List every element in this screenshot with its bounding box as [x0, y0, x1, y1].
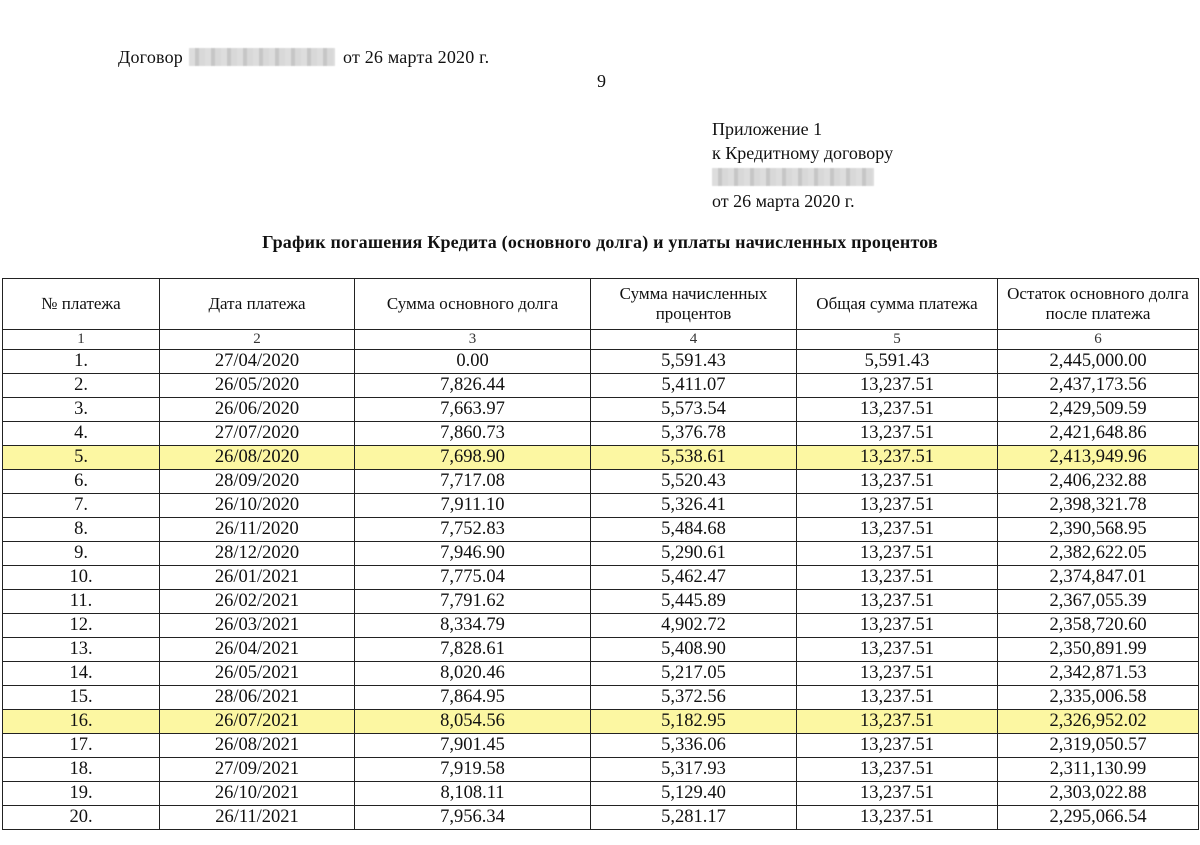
payment-date-cell: 27/04/2020: [160, 350, 355, 374]
principal-cell: 7,911.10: [355, 494, 591, 518]
balance-cell: 2,406,232.88: [998, 470, 1199, 494]
total-cell: 13,237.51: [797, 662, 998, 686]
payment-number-cell: 17.: [3, 734, 160, 758]
table-row: [3, 566, 1199, 590]
payment-number-cell: 18.: [3, 758, 160, 782]
total-cell: 13,237.51: [797, 590, 998, 614]
total-cell: 13,237.51: [797, 806, 998, 830]
payment-number-cell: 9.: [3, 542, 160, 566]
total-cell: 13,237.51: [797, 566, 998, 590]
payment-number-cell: 16.: [3, 710, 160, 734]
table-header-row: [3, 279, 1199, 330]
balance-cell: 2,342,871.53: [998, 662, 1199, 686]
balance-cell: 2,358,720.60: [998, 614, 1199, 638]
total-cell: 13,237.51: [797, 782, 998, 806]
table-row: [3, 422, 1199, 446]
interest-cell: 5,217.05: [591, 662, 797, 686]
table-row: [3, 350, 1199, 374]
total-cell: 13,237.51: [797, 398, 998, 422]
interest-cell: 5,317.93: [591, 758, 797, 782]
column-number: 6: [998, 330, 1199, 350]
balance-cell: 2,311,130.99: [998, 758, 1199, 782]
interest-cell: 4,902.72: [591, 614, 797, 638]
table-row: [3, 686, 1199, 710]
total-cell: 13,237.51: [797, 422, 998, 446]
table-row: [3, 734, 1199, 758]
balance-cell: 2,390,568.95: [998, 518, 1199, 542]
page-number: 9: [597, 71, 606, 91]
payment-number-cell: 13.: [3, 638, 160, 662]
principal-cell: 7,698.90: [355, 446, 591, 470]
balance-cell: 2,367,055.39: [998, 590, 1199, 614]
payment-number-cell: 10.: [3, 566, 160, 590]
total-cell: 13,237.51: [797, 446, 998, 470]
total-cell: 13,237.51: [797, 374, 998, 398]
payment-number-cell: 2.: [3, 374, 160, 398]
interest-cell: 5,445.89: [591, 590, 797, 614]
table-row-highlighted: [3, 446, 1199, 470]
interest-cell: 5,408.90: [591, 638, 797, 662]
payment-date-cell: 26/08/2021: [160, 734, 355, 758]
principal-cell: 0.00: [355, 350, 591, 374]
column-number: 2: [160, 330, 355, 350]
table-row: [3, 470, 1199, 494]
balance-cell: 2,398,321.78: [998, 494, 1199, 518]
payment-date-cell: 27/09/2021: [160, 758, 355, 782]
schedule-title: График погашения Кредита (основного долга) и уплаты начисленных процентов: [262, 232, 938, 252]
annex-title: Приложение 1: [712, 119, 823, 139]
total-cell: 13,237.51: [797, 518, 998, 542]
principal-cell: 7,864.95: [355, 686, 591, 710]
payment-date-cell: 26/05/2020: [160, 374, 355, 398]
payment-number-cell: 5.: [3, 446, 160, 470]
principal-cell: 7,752.83: [355, 518, 591, 542]
column-number: 5: [797, 330, 998, 350]
interest-cell: 5,376.78: [591, 422, 797, 446]
annex-date: от 26 марта 2020 г.: [712, 191, 855, 211]
interest-cell: 5,372.56: [591, 686, 797, 710]
total-cell: 13,237.51: [797, 758, 998, 782]
contract-label: Договор: [118, 47, 183, 67]
payment-number-cell: 8.: [3, 518, 160, 542]
balance-cell: 2,445,000.00: [998, 350, 1199, 374]
table-row: [3, 374, 1199, 398]
balance-cell: 2,374,847.01: [998, 566, 1199, 590]
payment-date-cell: 26/08/2020: [160, 446, 355, 470]
column-number-row: [3, 330, 1199, 350]
contract-reference: [118, 47, 489, 68]
column-number: 1: [3, 330, 160, 350]
payment-number-cell: 7.: [3, 494, 160, 518]
principal-cell: 7,860.73: [355, 422, 591, 446]
payment-date-cell: 26/06/2020: [160, 398, 355, 422]
header-payment-number: № платежа: [3, 279, 160, 330]
header-total: Общая сумма платежа: [797, 279, 998, 330]
interest-cell: 5,336.06: [591, 734, 797, 758]
table-row: [3, 614, 1199, 638]
principal-cell: 8,054.56: [355, 710, 591, 734]
balance-cell: 2,303,022.88: [998, 782, 1199, 806]
payment-date-cell: 26/11/2021: [160, 806, 355, 830]
payment-number-cell: 15.: [3, 686, 160, 710]
payment-date-cell: 26/04/2021: [160, 638, 355, 662]
table-row-highlighted: [3, 710, 1199, 734]
payment-number-cell: 4.: [3, 422, 160, 446]
interest-cell: 5,182.95: [591, 710, 797, 734]
balance-cell: 2,326,952.02: [998, 710, 1199, 734]
table-row: [3, 494, 1199, 518]
interest-cell: 5,573.54: [591, 398, 797, 422]
principal-cell: 7,901.45: [355, 734, 591, 758]
column-number: 4: [591, 330, 797, 350]
total-cell: 13,237.51: [797, 470, 998, 494]
table-row: [3, 590, 1199, 614]
total-cell: 13,237.51: [797, 494, 998, 518]
payment-number-cell: 11.: [3, 590, 160, 614]
annex-subtitle: к Кредитному договору: [712, 143, 894, 163]
interest-cell: 5,484.68: [591, 518, 797, 542]
table-row: [3, 806, 1199, 830]
table-row: [3, 542, 1199, 566]
header-principal: Сумма основного долга: [355, 279, 591, 330]
header-balance: Остаток основного долга после платежа: [998, 279, 1199, 330]
header-interest: Сумма начисленных процентов: [591, 279, 797, 330]
balance-cell: 2,295,066.54: [998, 806, 1199, 830]
payment-number-cell: 14.: [3, 662, 160, 686]
interest-cell: 5,129.40: [591, 782, 797, 806]
payment-date-cell: 26/03/2021: [160, 614, 355, 638]
table-row: [3, 638, 1199, 662]
total-cell: 13,237.51: [797, 710, 998, 734]
balance-cell: 2,413,949.96: [998, 446, 1199, 470]
table-row: [3, 758, 1199, 782]
table-row: [3, 662, 1199, 686]
balance-cell: 2,421,648.86: [998, 422, 1199, 446]
table-row: [3, 518, 1199, 542]
payment-date-cell: 27/07/2020: [160, 422, 355, 446]
principal-cell: 7,946.90: [355, 542, 591, 566]
total-cell: 13,237.51: [797, 734, 998, 758]
interest-cell: 5,538.61: [591, 446, 797, 470]
payment-date-cell: 26/07/2021: [160, 710, 355, 734]
balance-cell: 2,335,006.58: [998, 686, 1199, 710]
payment-date-cell: 26/05/2021: [160, 662, 355, 686]
total-cell: 13,237.51: [797, 542, 998, 566]
interest-cell: 5,290.61: [591, 542, 797, 566]
payment-date-cell: 28/09/2020: [160, 470, 355, 494]
balance-cell: 2,350,891.99: [998, 638, 1199, 662]
redacted-contract-number: [189, 48, 335, 66]
redacted-annex-contract-number: [712, 168, 874, 186]
principal-cell: 7,775.04: [355, 566, 591, 590]
principal-cell: 7,663.97: [355, 398, 591, 422]
principal-cell: 8,108.11: [355, 782, 591, 806]
payment-date-cell: 26/01/2021: [160, 566, 355, 590]
interest-cell: 5,591.43: [591, 350, 797, 374]
payment-schedule-table: [2, 278, 1199, 830]
payment-date-cell: 26/11/2020: [160, 518, 355, 542]
principal-cell: 7,956.34: [355, 806, 591, 830]
payment-number-cell: 3.: [3, 398, 160, 422]
principal-cell: 7,826.44: [355, 374, 591, 398]
principal-cell: 8,334.79: [355, 614, 591, 638]
payment-date-cell: 28/12/2020: [160, 542, 355, 566]
payment-number-cell: 20.: [3, 806, 160, 830]
payment-number-cell: 6.: [3, 470, 160, 494]
payment-date-cell: 26/10/2020: [160, 494, 355, 518]
principal-cell: 7,828.61: [355, 638, 591, 662]
principal-cell: 8,020.46: [355, 662, 591, 686]
total-cell: 13,237.51: [797, 686, 998, 710]
principal-cell: 7,791.62: [355, 590, 591, 614]
balance-cell: 2,382,622.05: [998, 542, 1199, 566]
payment-date-cell: 26/02/2021: [160, 590, 355, 614]
balance-cell: 2,319,050.57: [998, 734, 1199, 758]
total-cell: 5,591.43: [797, 350, 998, 374]
table-row: [3, 782, 1199, 806]
header-payment-date: Дата платежа: [160, 279, 355, 330]
annex-block: [712, 117, 893, 213]
balance-cell: 2,437,173.56: [998, 374, 1199, 398]
interest-cell: 5,462.47: [591, 566, 797, 590]
payment-number-cell: 1.: [3, 350, 160, 374]
column-number: 3: [355, 330, 591, 350]
table-row: [3, 398, 1199, 422]
interest-cell: 5,326.41: [591, 494, 797, 518]
payment-number-cell: 19.: [3, 782, 160, 806]
interest-cell: 5,411.07: [591, 374, 797, 398]
principal-cell: 7,717.08: [355, 470, 591, 494]
total-cell: 13,237.51: [797, 638, 998, 662]
payment-number-cell: 12.: [3, 614, 160, 638]
payment-date-cell: 28/06/2021: [160, 686, 355, 710]
total-cell: 13,237.51: [797, 614, 998, 638]
contract-date: от 26 марта 2020 г.: [343, 47, 490, 67]
payment-date-cell: 26/10/2021: [160, 782, 355, 806]
principal-cell: 7,919.58: [355, 758, 591, 782]
interest-cell: 5,520.43: [591, 470, 797, 494]
balance-cell: 2,429,509.59: [998, 398, 1199, 422]
interest-cell: 5,281.17: [591, 806, 797, 830]
